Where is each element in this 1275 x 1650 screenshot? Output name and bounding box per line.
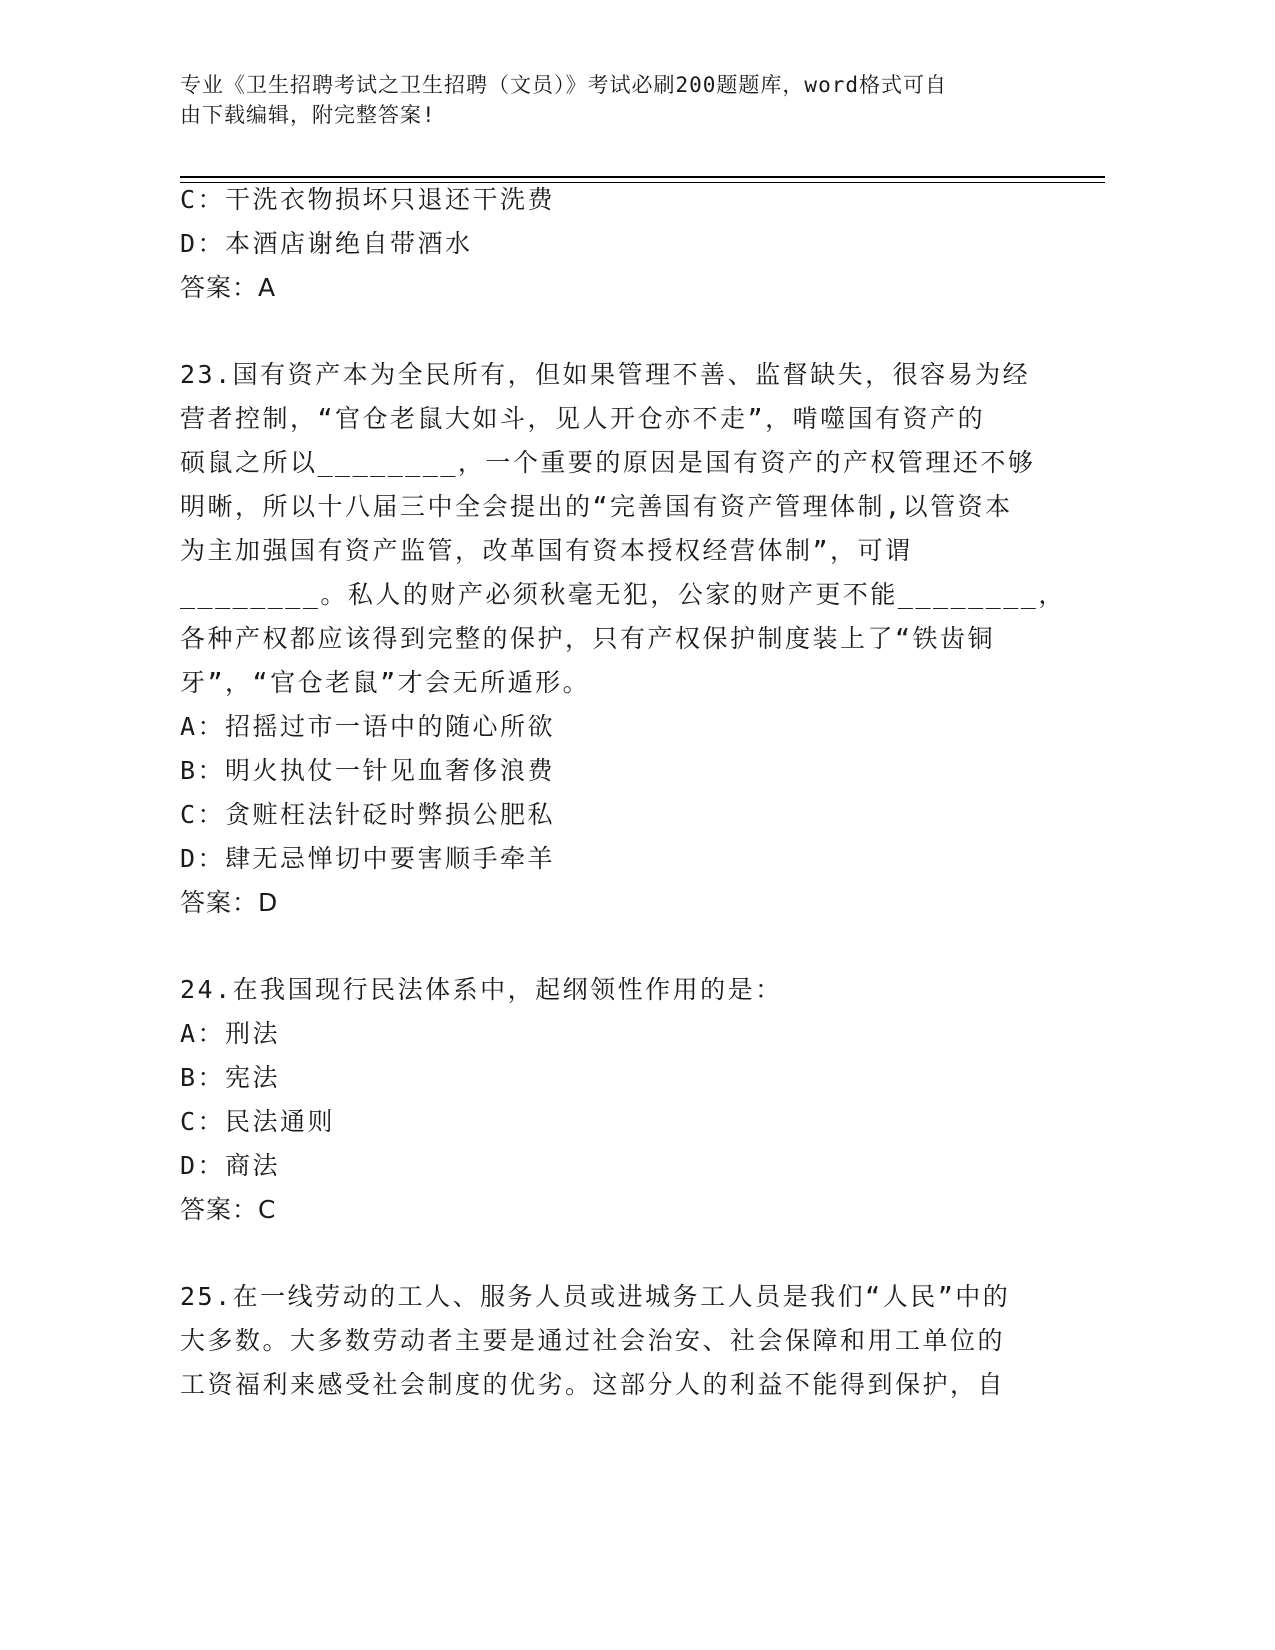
spacer [180,925,1040,968]
question-stem-line: 硕鼠之所以________，一个重要的原因是国有资产的产权管理还不够 [180,448,1036,477]
question-stem-line: 25.在一线劳动的工人、服务人员或进城务工人员是我们“人民”中的 [180,1282,1011,1311]
question-stem-line: 各种产权都应该得到完整的保护，只有产权保护制度装上了“铁齿铜 [180,624,996,653]
option-b: B：宪法 [180,1063,281,1092]
question-stem-line: 23.国有资产本为全民所有，但如果管理不善、监督缺失，很容易为经 [180,360,1031,389]
question-content [180,178,1066,1407]
header-line-2: 由下载编辑，附完整答案! [180,103,436,127]
question-stem-line: 为主加强国有资产监管，改革国有资本授权经营体制”，可谓 [180,536,913,565]
spacer [180,310,1040,353]
question-stem-line: 营者控制，“官仓老鼠大如斗，见人开仓亦不走”，啃噬国有资产的 [180,404,986,433]
answer-line: 答案：C [180,1195,277,1224]
option-c: C：贪赃枉法针砭时弊损公肥私 [180,800,556,829]
answer-line: 答案：D [180,888,279,917]
option-d: D：本酒店谢绝自带酒水 [180,229,473,258]
option-b: B：明火执仗一针见血奢侈浪费 [180,756,556,785]
option-c: C：民法通则 [180,1107,336,1136]
prev-question [180,178,1040,310]
question-24 [180,968,1040,1232]
option-d: D：肆无忌惮切中要害顺手牵羊 [180,844,556,873]
question-stem-line: 明晰，所以十八届三中全会提出的“完善国有资产管理体制,以管资本 [180,492,1013,521]
document-header [180,70,1060,130]
option-c: C：干洗衣物损坏只退还干洗费 [180,185,556,214]
question-stem-line: 24.在我国现行民法体系中，起纲领性作用的是： [180,975,783,1004]
question-stem-line: ________。私人的财产必须秋毫无犯，公家的财产更不能________， [180,580,1066,609]
header-line-1: 专业《卫生招聘考试之卫生招聘（文员）》考试必刷200题题库，word格式可自 [180,73,947,97]
option-a: A：招摇过市一语中的随心所欲 [180,712,556,741]
question-stem-line: 工资福利来感受社会制度的优劣。这部分人的利益不能得到保护，自 [180,1370,1006,1399]
question-stem-line: 大多数。大多数劳动者主要是通过社会治安、社会保障和用工单位的 [180,1326,1006,1355]
option-d: D：商法 [180,1151,281,1180]
answer-line: 答案：A [180,273,277,302]
spacer [180,1232,1040,1275]
option-a: A：刑法 [180,1019,281,1048]
question-25 [180,1275,1040,1407]
question-23 [180,353,1066,925]
question-stem-line: 牙”，“官仓老鼠”才会无所遁形。 [180,668,591,697]
